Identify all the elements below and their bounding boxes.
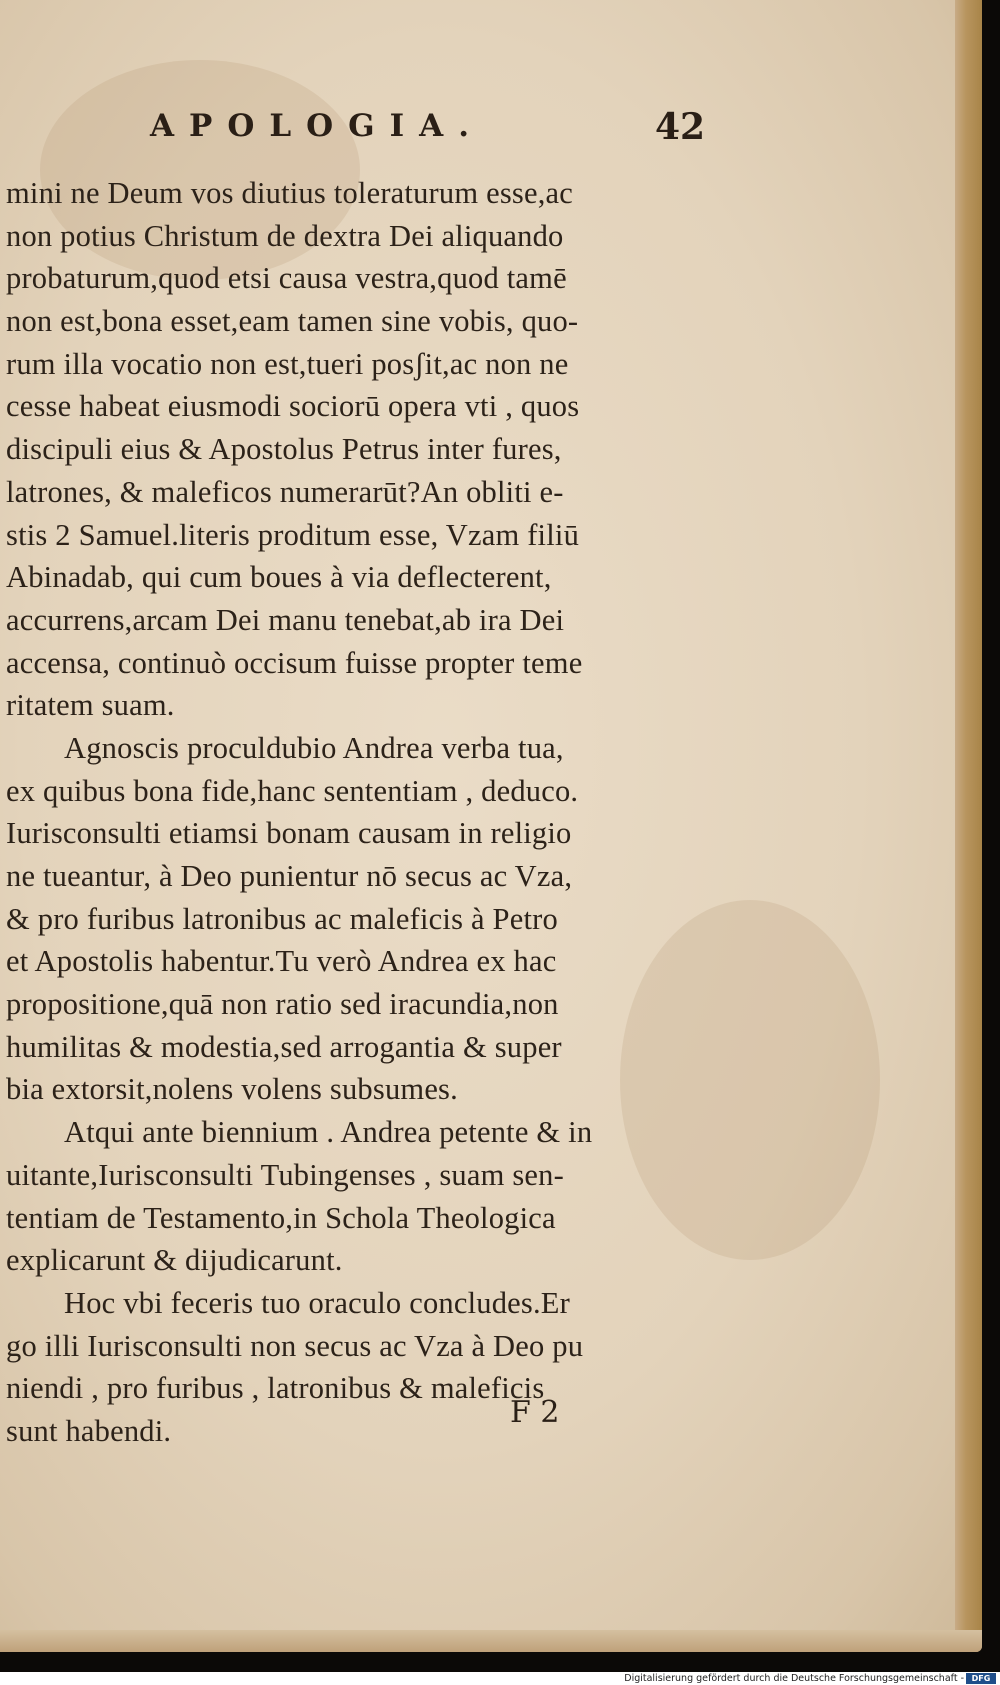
text-line: explicarunt & dijudicarunt. <box>6 1243 343 1278</box>
signature-mark: F 2 <box>510 1395 560 1430</box>
dfg-logo: DFG <box>966 1673 996 1684</box>
text-line: rum illa vocatio non est,tueri posʃit,ac non ne <box>6 346 569 381</box>
text-line: Hoc vbi feceris tuo oraculo concludes.Er <box>64 1285 570 1320</box>
text-line: cesse habeat eiusmodi sociorū opera vti , quos <box>6 389 580 424</box>
text-line: discipuli eius & Apostolus Petrus inter fures, <box>6 432 562 467</box>
text-line: stis 2 Samuel.literis proditum esse, Vzam filiū <box>6 517 580 552</box>
text-line: sunt habendi. <box>6 1413 172 1448</box>
text-line: go illi Iurisconsulti non secus ac Vza à Deo pu <box>6 1328 584 1363</box>
text-line: latrones, & maleficos numerarūt?An obliti e- <box>6 474 564 509</box>
text-line: Abinadab, qui cum boues à via deflecterent, <box>6 560 552 595</box>
text-line: non est,bona esset,eam tamen sine vobis, quo- <box>6 304 579 339</box>
text-line: & pro furibus latronibus ac maleficis à Petro <box>6 901 558 936</box>
text-line: Agnoscis proculdubio Andrea verba tua, <box>64 730 564 765</box>
page-edge-bottom <box>0 1630 982 1652</box>
text-line: bia extorsit,nolens volens subsumes. <box>6 1072 458 1107</box>
text-line: humilitas & modestia,sed arrogantia & super <box>6 1029 562 1064</box>
text-line: ritatem suam. <box>6 688 175 723</box>
text-line: Iurisconsulti etiamsi bonam causam in religio <box>6 816 572 851</box>
text-line: accensa, continuò occisum fuisse propter teme <box>6 645 583 680</box>
running-head: APOLOGIA. <box>150 108 484 144</box>
text-line: propositione,quā non ratio sed iracundia,non <box>6 987 559 1022</box>
text-line: tentiam de Testamento,in Schola Theologica <box>6 1200 556 1235</box>
text-line: accurrens,arcam Dei manu tenebat,ab ira Dei <box>6 602 565 637</box>
text-line: et Apostolis habentur.Tu verò Andrea ex hac <box>6 944 557 979</box>
footer-credit: Digitalisierung gefördert durch die Deutsche Forschungsgemeinschaft - <box>624 1673 964 1684</box>
text-line: non potius Christum de dextra Dei aliquando <box>6 218 564 253</box>
page-number: 42 <box>655 106 706 148</box>
text-line: niendi , pro furibus , latronibus & maleficis <box>6 1371 545 1406</box>
text-line: ex quibus bona fide,hanc sententiam , deduco. <box>6 773 579 808</box>
text-line: mini ne Deum vos diutius toleraturum esse,ac <box>6 176 574 210</box>
page-edge-right <box>955 0 982 1652</box>
text-line: ne tueantur, à Deo punientur nō secus ac Vza, <box>6 859 573 893</box>
text-line: probaturum,quod etsi causa vestra,quod tamē <box>6 261 567 296</box>
text-line: uitante,Iurisconsulti Tubingenses , suam sen- <box>6 1157 564 1192</box>
body-text <box>6 172 706 1453</box>
text-line: Atqui ante biennium . Andrea petente & in <box>64 1115 593 1150</box>
